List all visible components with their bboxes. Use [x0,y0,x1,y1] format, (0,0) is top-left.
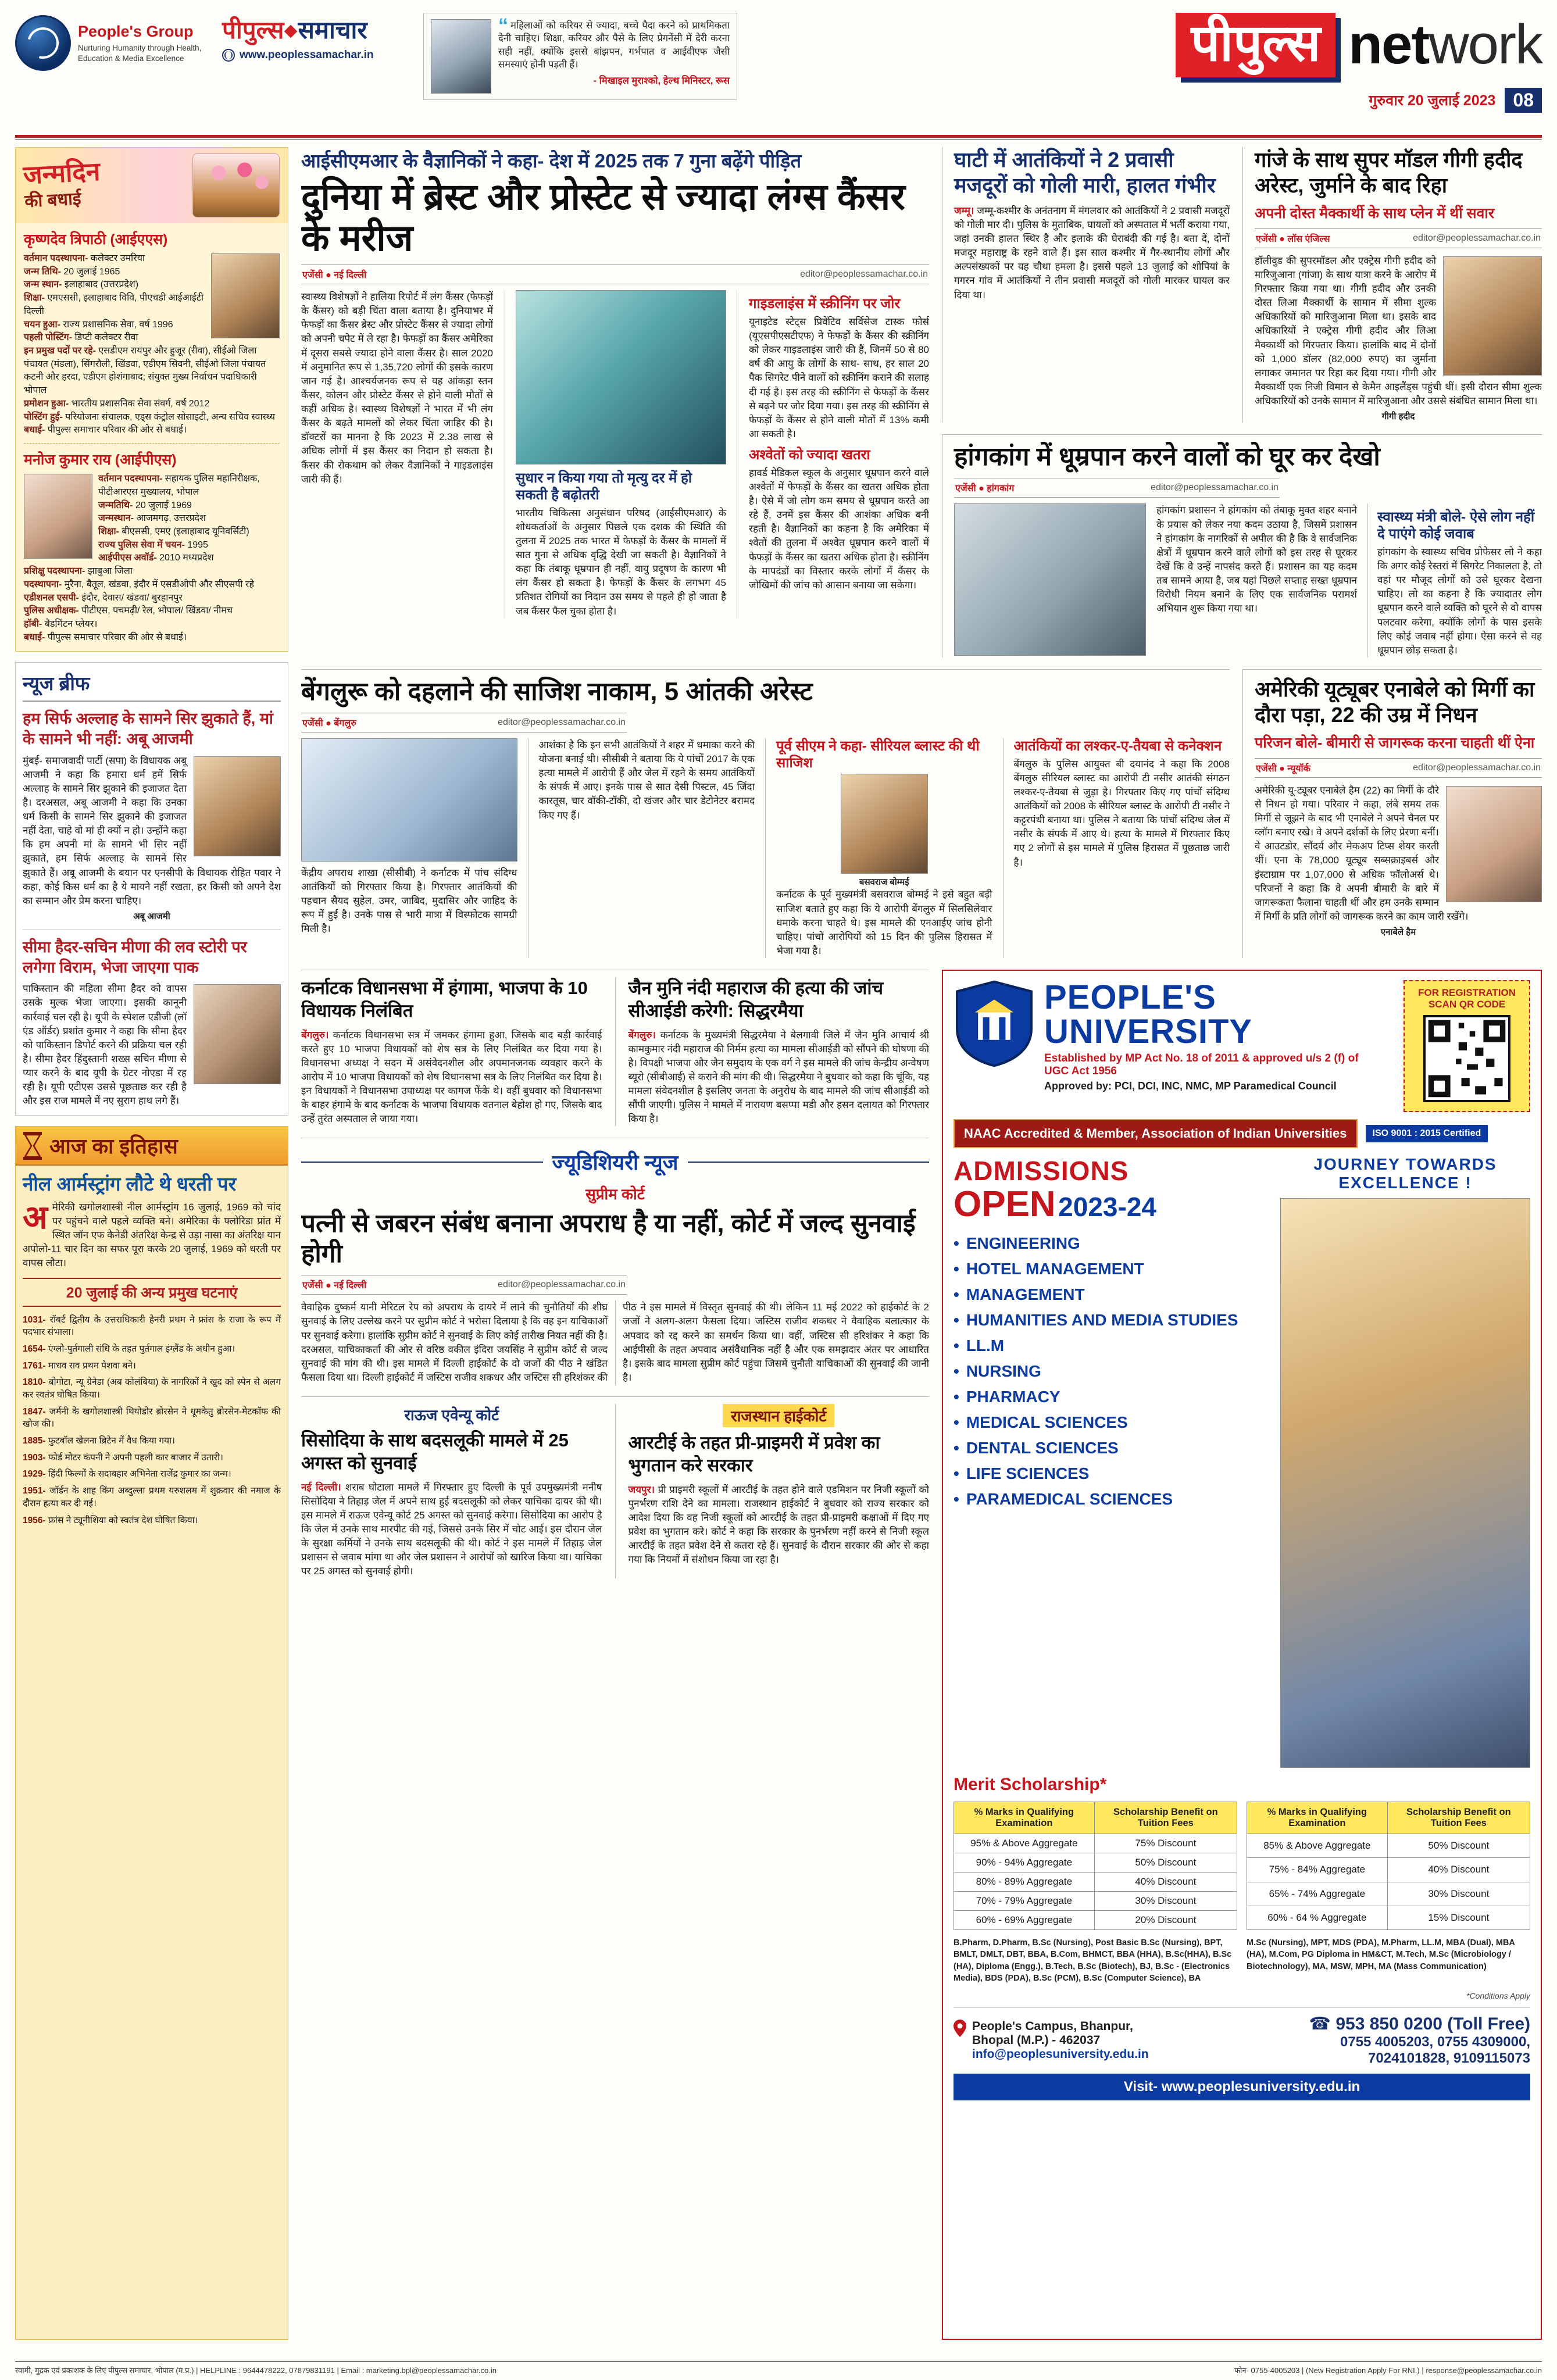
subhead: आतंकियों का लश्कर-ए-तैयबा से कनेक्शन [1013,738,1222,754]
graduates-photo [1280,1198,1530,1768]
history-event: 1761- माधव राव प्रथम पेशवा बने। [23,1360,136,1371]
detail-line: जन्म तिथि- 20 जुलाई 1965 [24,266,120,277]
story-body: बेंगलुरु। कर्नाटक विधानसभा सत्र में जमकर हंगामा हुआ, जिसके बाद बड़ी कार्रवाई करते हुए 10 भाजपा विधायकों को शेष सत्र के लिए निलंबित कर दिया गया है। विधानसभा अध्यक्ष ने सदन में असंवेदनशील और अपमानजनक व्यवहार करने के आरोप में 10 भाजपा विधायकों को शेष विधानसभा सत्र के लिए निलंबित कर दिया है। इन विधायकों ने विधानसभा उपाध्यक्ष पर कागज फेंके थे। वहीं बुधवार को विधानसभा के बाहर हंगामे के बाद कर्नाटक के भाजपा विधायक वतनाल बेहोश हो गए, जिसके बाद उन्हें तुरंत अस्पताल ले जाया गया। [301,1029,602,1125]
column-header-marks: % Marks in Qualifying Examination [1247,1802,1388,1834]
detail-line: एडीशनल एसपी- इंदौर, देवास/ खंडवा/ बुरहानपुर [24,592,183,603]
editor-email[interactable]: editor@peoplessamachar.co.in [498,1280,626,1290]
masthead-net: net [1348,13,1429,76]
birthday-person-name: मनोज कुमार राय (आईपीएस) [24,452,177,469]
detail-line: वर्तमान पदस्थापना- कलेक्टर उमरिया [24,253,145,263]
flower-basket-image [192,153,280,217]
journey-slogan: JOURNEY TOWARDS EXCELLENCE ! [1313,1155,1497,1192]
brief-story-seema [23,937,281,1108]
agency-city: एजेंसी ● हांगकांग [955,484,1015,494]
course-item: • PARAMEDICAL SCIENCES [954,1490,1173,1509]
history-event: 1847- जर्मनी के खगोलशास्त्री थियोडोर ब्रोरसेन ने धूमकेतु ब्रोरसेन-मेटकॉफ की खोज की। [23,1406,281,1430]
history-subhead: 20 जुलाई की अन्य प्रमुख घटनाएं [23,1278,281,1307]
news-brief-title: न्यूज ब्रीफ [23,670,281,702]
subhead: गाइडलाइंस में स्क्रीनिंग पर जोर [749,296,901,312]
brief-story-azmi [23,709,281,923]
byline [954,478,1280,498]
story-body: बेंगलुरु के पुलिस आयुक्त बी दयानंद ने कहा कि 2008 बेंगलुरु सीरियल ब्लास्ट का आरोपी टी नसीर आतंकी संगठन लश्कर-ए-तैयबा से जुड़ा है। गिरफ्तार किए गए पांचों संदिग्ध आतंकियों को 2008 के सीरियल ब्लास्ट के आरोपी टी नसीर ने कट्टरपंथी बनाया था। पुलिस ने बताया कि पांचों संदिग्ध जेल में नसीर के संपर्क में आए थे। हत्या के मामले में गिरफ्तार किए गए 2 लोगों से इस मामले में पुलिस हिरासत में पूछताछ जारी है। [1013,758,1230,868]
scholarship-row: 60% - 69% Aggregate 20% Discount [954,1911,1237,1930]
course-item: • PHARMACY [954,1388,1060,1406]
story-karnataka-assembly [301,977,602,1126]
detail-line: बधाई- पीपुल्स समाचार परिवार की ओर से बधाई। [24,425,187,435]
bullet-icon: • [954,1260,959,1278]
story-body: वैवाहिक दुष्कर्म यानी मेरिटल रेप को अपराध के दायरे में लाने की चुनौतियों की शीघ्र सुनवाई के लिए उल्लेख करने पर सुप्रीम कोर्ट ने भरोसा दिलाया है कि वह इन याचिकाओं पर सुनवाई करेगा। हालांकि सुप्रीम कोर्ट ने सुनवाई के लिए कोई तारीख नियत नहीं की है। दरअसल, याचिकाकर्ता की ओर से वरिष्ठ वकील इंदिरा जयसिंह ने सुप्रीम कोर्ट से जल्द सुनवाई की मांग की थी। इस मामले में दिल्ली हाईकोर्ट के दो जजों की पीठ ने खंडित फैसला दिया था। दिल्ली हाईकोर्ट में जस्टिस राजीव शकधर और जस्टिस सी हरिशंकर की पीठ ने इस मामले में विस्तृत सुनवाई की थी। लेकिन 11 मई 2022 को हाईकोर्ट के 2 जजों ने अलग-अलग फैसला दिया। जस्टिस राजीव शकधर ने वैवाहिक बलात्कार के अपवाद को रद्द करने का समर्थन किया था। वहीं, जस्टिस सी हरिशंकर ने कहा कि आईपीसी के तहत अपवाद असंवैधानिक नहीं है और एक समझदार अंतर पर आधारित है। इसके बाद मामला सुप्रीम कोर्ट पहुंचा जिसमें चुनौती याचिकाओं की सुनवाई की जानी है। [301,1302,929,1383]
photo-caption: गीगी हदीद [1381,412,1415,422]
qr-code [1423,1015,1510,1102]
hourglass-icon [23,1132,42,1160]
gigi-hadid-photo [1443,256,1542,376]
scholarship-row: 60% - 64 % Aggregate 15% Discount [1247,1906,1530,1929]
dateline: नई दिल्ली। [301,1481,341,1493]
story-sisodia [301,1404,602,1578]
group-tagline: Nurturing Humanity through Health, Education & Media Excellence [78,43,202,63]
page-number: 08 [1505,88,1542,113]
detail-line: वर्तमान पदस्थापना- सहायक पुलिस महानिरीक्षक, पीटीआरएस मुख्यालय, भोपाल [98,474,260,497]
samachar-word1: पीपुल्स [222,16,284,44]
subhead: सुधार न किया गया तो मृत्यु दर में हो सकती है बढ़ोतरी [516,470,692,503]
detail-line: हॉबी- बैडमिंटन प्लेयर। [24,619,98,629]
divider [301,1162,543,1163]
bullet-icon: • [954,1464,959,1483]
dateline: बेंगलुरु। [628,1029,656,1041]
iso-band: ISO 9001 : 2015 Certified [1366,1125,1488,1142]
headline: हांगकांग में धूम्रपान करने वालों को घूर कर देखो [954,442,1380,471]
bommai-photo [841,774,928,874]
history-event: 1956- फ्रांस ने ट्यूनीशिया को स्वतंत्र देश घोषित किया। [23,1515,198,1525]
story-body: स्वास्थ्य विशेषज्ञों ने हालिया रिपोर्ट में लंग कैंसर (फेफड़ों के कैंसर) को बड़ी चिंता वाला बताया है। दुनियाभर में फेफड़ों का कैंसर ब्रेस्ट और प्रोस्टेट कैंसर से ज्यादा लोगों को अपनी चपेट में ले रहा है। फेफड़ों का कैंसर अमेरिका में दूसरा सबसे ज्यादा होने वाला कैंसर है। साल 2020 में अनुमानित रूप से 1,35,720 लोगों की इसके कारण जान गई है। आश्चर्यजनक रूप से यह आंकड़ा स्तन कैंसर, कोलन और प्रोस्टेट कैंसर से होने वाली मौतों से कहीं अधिक है। स्वास्थ्य विशेषज्ञों ने भारत में भी लंग कैंसर के बढ़ते मामलों को लेकर चिंता जाहिर की है। डॉक्टरों का मानना है कि 2023 में 2.38 लाख से अधिक लोगों में इस कैंसर का निदान हो सकता है। कैंसर की रोकथाम को लेकर वैज्ञानिकों ने गाइडलाइंस जारी की हैं। [301,291,493,485]
quote-text: महिलाओं को करियर से ज्यादा, बच्चे पैदा करने को प्राथमिकता देनी चाहिए। शिक्षा, करियर और पैसे के लिए प्रेगनेंसी में देरी करना सही नहीं, क्योंकि इससे बांझपन, गर्भपात व आईवीएफ जैसी समस्याएं होनी पड़ती हैं। [498,20,730,70]
history-event: 1031- रॉबर्ट द्वितीय के उत्तराधिकारी हेनरी प्रथम ने फ्रांस के राजा के रूप में पदभार संभाला। [23,1314,281,1338]
agency-city: एजेंसी ● लॉस एंजिल्स [1256,234,1330,244]
scholarship-row: 65% - 74% Aggregate 30% Discount [1247,1882,1530,1906]
brief-headline: सीमा हैदर-सचिन मीणा की लव स्टोरी पर लगेगा विराम, भेजा जाएगा पाक [23,938,247,976]
dateline: बेंगलुरु। [301,1029,329,1041]
qr-label: FOR REGISTRATION SCAN QR CODE [1418,987,1516,1010]
birthday-person-photo [24,474,92,559]
deck: परिजन बोले- बीमारी से जागरूक करना चाहती थीं ऐना [1255,734,1535,751]
university-established: Established by MP Act No. 18 of 2011 & approved u/s 2 (f) of UGC Act 1956 [1044,1052,1359,1078]
history-event: 1929- हिंदी फिल्मों के सदाबहार अभिनेता राजेंद्र कुमार का जन्म। [23,1469,231,1480]
hongkong-side-box [1367,503,1542,657]
headline: अमेरिकी यूट्यूबर एनाबेले को मिर्गी का दौरा पड़ा, 22 की उम्र में निधन [1255,677,1535,727]
university-approved: Approved by: PCI, DCI, INC, NMC, MP Paramedical Council [1044,1080,1337,1092]
detail-line: पहली पोस्टिंग- डिप्टी कलेक्टर रीवा [24,333,138,343]
headline: पत्नी से जबरन संबंध बनाना अपराध है या नहीं, कोर्ट में जल्द सुनवाई होगी [301,1209,916,1268]
bullet-icon: • [954,1336,959,1355]
editor-email[interactable]: editor@peoplessamachar.co.in [1413,762,1541,773]
birthday-title: जन्मदिन [22,157,101,190]
quote-attribution: - मिखाइल मुराश्को, हेल्थ मिनिस्टर, रूस [593,76,730,87]
minister-photo [431,19,491,94]
story-jain-monk [615,977,930,1126]
peoples-group-block [15,9,207,71]
bullet-icon: • [954,1311,959,1330]
main-content [301,147,1542,2340]
story-column [301,738,517,958]
headline: गांजे के साथ सुपर मॉडल गीगी हदीद अरेस्ट, जुर्माने के बाद रिहा [1255,148,1523,197]
agency-city: एजेंसी ● नई दिल्ली [302,1281,367,1291]
detail-line: शिक्षा- बीएससी, एमए (इलाहाबाद यूनिवर्सिटी) [98,526,249,537]
detail-line: आईपीएस अवॉर्ड- 2010 मध्यप्रदेश [98,553,214,563]
left-rail [15,147,288,2340]
course-item: • LL.M [954,1336,1005,1355]
scholarship-row: 95% & Above Aggregate 75% Discount [954,1834,1237,1853]
course-item: • DENTAL SCIENCES [954,1439,1119,1457]
scholarship-row: 75% - 84% Aggregate 40% Discount [1247,1858,1530,1882]
bullet-icon: • [954,1413,959,1432]
detail-line: राज्य पुलिस सेवा में चयन- 1995 [98,539,208,550]
detail-line: जन्मतिथि- 20 जुलाई 1969 [98,500,192,510]
detail-line: पुलिस अधीक्षक- पीटीएस, पचमढ़ी/ रेल, भोपाल/ खिंडवा/ नीमच [24,606,233,616]
detail-line: चयन हुआ- राज्य प्रशासनिक सेवा, वर्ष 1996 [24,319,173,330]
dateline: जयपुर। [628,1484,655,1495]
story-body: अमेरिकी यू-ट्यूबर एनाबेले हैम (22) का मिर्गी के दौरे से निधन हो गया। परिवार ने कहा, लंबे समय तक मिर्गी से जूझने के बाद भी एनाबेले ने अपने चैनल पर व्लॉग बनाए रखे। वे अपने दर्शकों के लिए प्रेरणा बनीं। वे आउटडोर, सौंदर्य और मेकअप टिप्स शेयर करती थीं। एना के 78,000 यूट्यूब सब्सक्राइबर्स और इंस्टाग्राम पर 1,07,000 से अधिक फॉलोअर्स थे। परिजनों ने कहा कि वे अपनी बीमारी के बारे में जागरूकता फैलाना चाहती थीं और हम उनके सम्मान में मिर्गी के प्रति लोगों को जागरूक करने का काम जारी रखेंगे। एनाबेले हैम [1255,784,1542,939]
story-gigi-hadid [1242,147,1542,423]
story-rte [615,1404,930,1578]
detail-line: पदस्थापना- मुरैना, बैतूल, खंडवा, इंदौर में एसडीओपी और सीएसपी रहे [24,579,254,589]
brief-headline: हम सिर्फ अल्लाह के सामने सिर झुकाते हैं, मां के सामने भी नहीं: अबू आजमी [23,710,273,748]
network-masthead [1176,9,1542,113]
birthday-person-photo [211,253,280,338]
story-valley-shooting [942,147,1230,423]
bullet-icon: • [954,1388,959,1406]
brief-body: पाकिस्तान की महिला सीमा हैदर को वापस उसके मुल्क भेजा जाएगा। इसकी कानूनी कार्रवाई चल रही है। यूपी के स्पेशल एडीजी (लॉ एंड ऑर्डर) प्रशांत कुमार ने कहा कि सीमा हैदर को पाकिस्तान डिपोर्ट करने की प्रक्रिया चल रही है। सीमा हैदर हिंदुस्तानी शख्स सचिन मीणा से प्यार करने के बाद यूपी के ग्रेटर नोएडा में रह रही है। यूपी एटीएस उससे पूछताछ कर रही है और इस राज मामले में नए सुराग हाथ लगे हैं। [23,983,187,1107]
pg-course-list: M.Sc (Nursing), MPT, MDS (PDA), M.Pharm, LL.M, MBA (Dual), MBA (HA), M.Com, PG Diploma in HM&CT, M.Tech, M.Sc (Microbiology / Biotechnology), MA, MSW, MPH, MA (Mass Communication) [1247,1938,1515,1971]
agency-city: एजेंसी ● न्यूयॉर्क [1256,763,1310,774]
story-body: कर्नाटक के पूर्व मुख्यमंत्री बसवराज बोम्मई ने इसे बहुत बड़ी साजिश बताते हुए कहा कि ये आरोपी बेंगलुरु में सिलसिलेवार धमाके करना चाहते थे। इस मामले की एनआईए जांच होनी चाहिए। पांचों आरोपियों को 15 दिन की पुलिस हिरासत में भेजा गया है। [776,889,992,956]
merit-scholarship-title: Merit Scholarship* [954,1775,1107,1795]
history-event: 1885- फुटबॉल खेलना ब्रिटेन में वैध किया गया। [23,1436,175,1446]
samachar-masthead [222,9,408,62]
bullet-icon: • [954,1362,959,1381]
university-name: PEOPLE'S UNIVERSITY [1044,978,1253,1051]
story-body: आशंका है कि इन सभी आतंकियों ने शहर में धमाका करने की योजना बनाई थी। सीसीबी ने बताया कि ये पांचों 2017 के एक हत्या मामले में आरोपी हैं और जेल में रहने के समय आतंकियों के संपर्क में आए। इनके पास से सात देसी पिस्टल, 45 जिंदा कारतूस, चार वॉकी-टॉकी, दो खंजर और चार डेटोनेटर बरामद किए गए हैं। [528,738,755,958]
deck: अपनी दोस्त मैक्कार्थी के साथ प्लेन में थीं सवार [1255,205,1495,221]
birthday-header: जन्मदिन की बधाई [16,148,288,223]
photo-caption: अबू आजमी [133,911,170,921]
agency-city: एजेंसी ● बेंगलुरु [302,718,356,728]
star-icon [284,25,298,38]
qr-registration-box [1404,980,1530,1112]
globe-icon [222,49,235,62]
masthead-rule [15,135,1542,140]
detail-line: प्रशिक्षु पदस्थापना- झाबुआ जिला [24,566,133,577]
campus-address: People's Campus, Bhanpur, Bhopal (M.P.) - 462037 info@peoplesuniversity.edu.in [954,2020,1149,2061]
seema-sachin-photo [194,984,281,1084]
page-header [15,9,1542,133]
smoking-photo [954,503,1146,656]
detail-line: बधाई- पीपुल्स समाचार परिवार की ओर से बधाई। [24,632,187,642]
quote-icon: “ [498,15,508,37]
bullet-icon: • [954,1285,959,1304]
birthday-person-details [24,473,280,644]
subhead: अश्वेतों को ज्यादा खतरा [749,447,870,463]
ug-course-list: B.Pharm, D.Pharm, B.Sc (Nursing), Post Basic B.Sc (Nursing), BPT, BMLT, DMLT, DBT, BBA, B.Com, BHMCT, BBA (HHA), B.Sc(HHA), B.Sc (HA), Diploma (Engg.), B.Tech, B.Sc (Biotech), BJ, B.Sc - (Electronics Media), BDS (PDA), B.Sc (PCM), B.Sc (Computer Science), BA [954,1938,1232,1983]
pg-scholarship-table [1247,1802,1530,1930]
imprint-left: स्वामी, मुद्रक एवं प्रकाशक के लिए पीपुल्स समाचार, भोपाल (म.प्र.) | HELPLINE : 9644478222, 07879831191 | Email : marketing.bpl@peoplessamachar.co.in [15,2366,497,2375]
column-header-marks: % Marks in Qualifying Examination [954,1802,1095,1834]
samachar-word2: समाचार [298,16,367,44]
birthday-box [15,147,288,652]
court-badge-supreme: सुप्रीम कोर्ट [585,1185,645,1203]
court-badge-rouse: राऊज एवेन्यू कोर्ट [404,1406,499,1424]
birthday-person-details [24,252,280,437]
byline [1255,758,1542,778]
headline: आरटीई के तहत प्री-प्राइमरी में प्रवेश का भुगतान करे सरकार [628,1432,880,1475]
detail-line: पोस्टिंग हुई- परियोजना संचालक, एड्स कंट्रोल सोसाइटी, अन्य सचिव स्वास्थ्य [24,412,276,422]
editor-email[interactable]: editor@peoplessamachar.co.in [1413,233,1541,243]
story-body: नई दिल्ली। शराब घोटाला मामले में गिरफ्तार हुए दिल्ली के पूर्व उपमुख्यमंत्री मनीष सिसोदिया ने तिहाड़ जेल में अपने साथ हुई बदसलूकी को लेकर याचिका दायर की थी। इस मामले में राऊज एवेन्यू कोर्ट 25 अगस्त को सुनवाई करेगा। सिसोदिया का आरोप है कि जेल में उनके साथ मारपीट की गई, जिससे उनके सिर में चोट आई। इस दौरान जेल के सुरक्षा कर्मियों ने उनके साथ बदसलूकी की थी। कोर्ट ने इस मामले में तिहाड़ जेल प्रशासन से जवाब मांगा था और जेल प्रशासन ने आ‍रोपों को खारिज किया था। याचिका पर 25 अगस्त को सुनवाई होगी। [301,1481,602,1577]
subhead: पूर्व सीएम ने कहा- सीरियल ब्लास्ट की थी साजिश [776,738,980,771]
bommai-column [765,738,992,958]
bullet-icon: • [954,1234,959,1253]
bullet-icon: • [954,1439,959,1457]
headline: बेंगलुरू को दहलाने की साजिश नाकाम, 5 आंतकी अरेस्ट [301,677,813,706]
byline [301,713,627,732]
naac-band: NAAC Accredited & Member, Association of Indian Universities [954,1119,1358,1148]
history-box [15,1126,288,2340]
annabelle-photo [1446,786,1542,902]
admissions-word: ADMISSIONS [954,1156,1129,1187]
scholarship-row: 85% & Above Aggregate 50% Discount [1247,1834,1530,1858]
lead-headline: दुनिया में ब्रेस्ट और प्रोस्टेट से ज्यादा लंग्स कैंसर के मरीज [301,177,905,259]
dateline: जम्मू। [954,205,974,216]
abu-azmi-photo [194,756,281,856]
university-visual-column [1280,1155,1530,1768]
court-badge-rajasthan: राजस्थान हाईकोर्ट [723,1404,834,1427]
story-body: बेंगलुरु। कर्नाटक के मुख्यमंत्री सिद्धरमैया ने बेलगावी जिले में जैन मुनि आचार्य श्री कामकुमार नंदी महाराज की निर्मम हत्या का मामला सीआईडी को सौंपने की घोषणा की है। विपक्षी भाजपा और जैन समुदाय के एक वर्ग ने इस मामले की जांच केन्द्रीय अन्वेषण ब्यूरो (सीबीआई) से कराने की मांग की थी। सिद्धरमैया ने बुधवार को कहा कि चूंकि, यह मामला संवेदनशील है इसलिए जनता के अनुरोध के बाद मामले की जांच सीआईडी को सौंपी जाएगी। पुलिस ने मामले में नारायण बसप्पा मडी और हसन दलायत को गिरफ्तार किया है। [628,1029,929,1125]
brief-body: मुंबई- समाजवादी पार्टी (सपा) के विधायक अबू आजमी ने कहा कि हमारा धर्म हमें सिर्फ अल्लाह के सामने सिर झुकाने की इजाजत देता है। दरअसल, अबू आजमी ने कहा कि उनका धर्म किसी के सामने सिर झुकाने की इजाजत नहीं देता, चाहे वो मां ही क्यों न हो। उन्होंने कहा कि हम अपनी मां के सामने भी सिर नहीं झुकाते, हम सिर्फ अल्लाह के सामने सिर झुकाते हैं। अबू आजमी के बयान पर एनसीपी के विधायक रोहित पवार ने कहा, कोई किस धर्म का है ये मायने नहीं रखता, हर किसी को अपने देश का सम्मान और प्रेम करना चाहिए। [23,755,281,906]
history-event: 1654- एंग्लो-पुर्तगाली संधि के तहत पुर्तगाल इंग्लैंड के अधीन हुआ। [23,1343,235,1354]
imprint-line [15,2361,1542,2375]
editor-email[interactable]: editor@peoplessamachar.co.in [1151,483,1279,493]
story-body: हावर्ड मेडिकल स्कूल के अनुसार धूम्रपान करने वाले अश्वेतों में फेफड़ों के कैंसर का खतरा अधिक होता है। ऐसे में जो लोग कम समय से धूम्रपान करते आ रहे हैं, उनमें इस कैंसर की आशंका अधिक बनी रहती है। वैज्ञानिकों का कहना है कि अमेरिका में श्वेतों की तुलना में अश्वेत धूम्रपान करने वालों में फेफड़ों के कैंसर का खतरा अधिक होता है। स्क्रीनिंग के मापदंडों का विस्तार करके लोगों में कैंसर के जोखिमों की जांच को आसान बनाया जा सकेगा। [749,467,929,591]
story-body: जम्मू। जम्मू-कश्मीर के अनंतनाग में मंगलवार को आतंकियों ने 2 प्रवासी मजदूरों को गोली मार दी। पुलिस के मुताबिक, घायलों को अस्पताल में भर्ती कराया गया, जहां उनकी हालत स्थिर है और इलाके की घेराबंदी की गई है। बता दें, दोनों मजदूर महाराष्ट्र के रहने वाले हैं। इस साल कश्मीर में गैर-स्थानीय लोगों और अल्पसंख्यकों पर यह चौथा हमला है। इससे पहले 13 जुलाई को शोपियां के गगरन गांव में आतंकियों ने तीन प्रवासी मजदूरों को गोली मारकर घायल कर दिया था। [954,205,1230,301]
peoples-group-logo [15,15,71,71]
judiciary-title: ज्यूडिशियरी न्यूज [552,1150,678,1175]
issue-date: गुरुवार 20 जुलाई 2023 [1369,92,1496,109]
news-brief-box [15,662,288,1116]
masthead-peoples: पीपुल्स [1176,13,1335,77]
detail-line: जन्मस्थान- आजमगढ़, उत्तरप्रदेश [98,513,206,524]
column-header-benefit: Scholarship Benefit on Tuition Fees [1387,1802,1530,1834]
story-body: यूनाइटेड स्टेट्स प्रिवेंटिव सर्विसेज टास्क फोर्स (यूएसपीएसटीएफ) ने फेफड़ों के कैंसर की स्क्रीनिंग को लेकर गाइडलाइंस जारी की हैं, जिनमें 50 से 80 वर्ष की आयु के लोगों के साथ- साथ, हर साल 20 पैक सिगरेट पीने वालों को स्क्रीनिंग कराने की सलाह दी गई है। इस तरह की स्क्रीनिंग से फेफड़ों के कैंसर से बढ़ने पर जोर दिया गया। इस तरह की स्क्रीनिंग से फेफड़ों के कैंसर से होने वाली मौतों में 13% कमी आ सकती है। [749,316,929,439]
birthday-person-name: कृष्णदेव त्रिपाठी (आईएएस) [24,231,168,248]
history-events [23,1314,281,1531]
story-bengaluru-plot [301,669,1230,958]
byline [301,265,929,284]
history-event: 1903- फोर्ड मोटर कंपनी ने अपनी पहली कार बाजार में उतारी। [23,1452,223,1463]
column-header-benefit: Scholarship Benefit on Tuition Fees [1094,1802,1237,1834]
courts-row [301,1396,929,2340]
admission-year: 2023-24 [1058,1192,1156,1223]
story-body: हांगकांग प्रशासन ने हांगकांग को तंबाकू मुक्त शहर बनाने के प्रयास को लेकर नया कदम उठाया है, जिसमें प्रशासन ने हांगकांग के नागरिकों से अपील की है कि वे सार्वजनिक क्षेत्रों में धूम्रपान करने वाले लोगों को इस तरह से घूरकर देखें कि वे उन्हें नापसंद करते हैं। प्रशासन का यह कदम तब सामने आया है, जब यहां पिछले सप्ताह सख्त धूम्रपान विरोधी नियम बनाने के लिए एक सार्वजनिक परामर्श अभियान शुरू किया गया था। [1156,505,1357,614]
history-story-headline: नील आर्मस्ट्रांग लौटे थे धरती पर [23,1173,237,1195]
location-pin-icon [954,2020,966,2037]
dropcap: अ [23,1198,48,1235]
scholarship-row: 70% - 79% Aggregate 30% Discount [954,1892,1237,1911]
university-ad [942,970,1542,2340]
scholarship-row: 90% - 94% Aggregate 50% Discount [954,1853,1237,1872]
imprint-right: फोन- 0755-4005203 | (New Registration Apply For RNI.) | response@peoplessamachar.co.in [1234,2366,1542,2375]
story-body: केंद्रीय अपराध शाखा (सीसीबी) ने कर्नाटक में पांच संदिग्ध आतंकियों को गिरफ्तार किया है। गिरफ्तार आतंकियों की पहचान सैयद सुहेल, उमर, जाबिद, मुदासिर और जाहिद के रूप में हुई है। उनके पास से भारी मात्रा में विस्फोटक सामग्री मिली है। [301,867,517,935]
story-body: जयपुर। प्री प्राइमरी स्कूलों में आरटीई के तहत होने वाले एडमिशन पर निजी स्कूलों को पुनर्भरण राशि देने का मामला। राजस्थान हाईकोर्ट ने बुधवार को राज्य सरकार को आदेश दिया कि वह निजी स्कूलों को आरटीई के तहत प्री-प्राइमरी कक्षाओं में दिए गए प्रवेश का भुगतान करे। कोर्ट ने कहा कि सरकार के पुनर्भरण नहीं करने से निजी स्कूल आरटीई के तहत प्रवेश देने से कतरा रहे हैं। सुनवाई के दौरान सरकार की ओर से कहा गया कि नियमों में संशोधन किया जा रहा है। [628,1484,929,1566]
course-item: • NURSING [954,1362,1041,1381]
course-item: • ENGINEERING [954,1234,1080,1253]
conditions-note: *Conditions Apply [1466,1991,1530,2001]
website-link[interactable]: www.peoplessamachar.in [240,49,374,62]
byline [1255,228,1542,248]
course-item: • MEDICAL SCIENCES [954,1413,1128,1432]
subhead: स्वास्थ्य मंत्री बोले- ऐसे लोग नहीं दे पाएंगे कोई जवाब [1377,509,1535,542]
admissions-block [954,1155,1238,1768]
university-website[interactable]: Visit- www.peoplesuniversity.edu.in [954,2074,1530,2100]
detail-line: इन प्रमुख पदों पर रहे- एसडीएम रायपुर और हुजूर (रीवा), सीईओ जिला पंचायत (मंडला), सिंगरौली, खिंडवा, एडीएम सिवनी, सीईओ जिला पंचायत कटनी और हरदा, एडीएम होशंगाबाद; संयुक्त मुख्य निर्वाचन पदाधिकारी भोपाल [24,346,266,396]
phone-numbers: ☎ 953 850 0200 (Toll Free) 0755 4005203, 0755 4309000, 7024101828, 9109115073 [1309,2014,1530,2067]
kicker: आईसीएमआर के वैज्ञानिकों ने कहा- देश में 2025 तक 7 गुना बढ़ेंगे पीड़ित [301,150,802,171]
story-lung-cancer [301,147,929,657]
university-shield-icon [954,980,1035,1067]
masthead-work: work [1429,13,1542,76]
story-annabelle [1242,669,1542,958]
course-item: • LIFE SCIENCES [954,1464,1090,1483]
agency-city: एजेंसी ● नई दिल्ली [302,270,367,281]
phone-icon: ☎ [1309,2014,1331,2034]
scholarship-row: 80% - 89% Aggregate 40% Discount [954,1872,1237,1892]
story-hongkong-smoking [942,434,1542,657]
headline: कर्नाटक विधानसभा में हंगामा, भाजपा के 10 विधायक निलंबित [301,978,588,1021]
history-event: 1951- जॉर्डन के शाह किंग अब्दुल्ला प्रथम यरुशलम में शुक्रवार की नमाज के दौरान हत्या कर दी गई। [23,1486,281,1509]
photo-caption: बसवराज बोम्मई [859,877,909,888]
headline: सिसोदिया के साथ बदसलूकी मामले में 25 अगस्त को सुनवाई [301,1430,569,1473]
detail-line: जन्म स्थान- इलाहाबाद (उत्तरप्रदेश) [24,280,139,290]
byline [301,1275,627,1295]
history-body: अमेरिकी खगोलशास्त्री नील आर्मस्ट्रांग 16 जुलाई, 1969 को चांद पर पहुंचने वाले पहले व्यक्ति बने। अमेरिका के फ्लोरिडा प्रांत में स्थित जॉन एफ कैनेडी अंतरिक्ष केन्द्र से उड़ा नासा का अंतरिक्ष यान अपोलो-11 चार दिन का सफर पूरा करके 20 जुलाई, 1969 को धरती पर वापस लौटा। [23,1198,281,1269]
judiciary-label [301,1148,929,1176]
judiciary-section [301,1138,929,1385]
editor-email[interactable]: editor@peoplessamachar.co.in [800,269,928,280]
story-body: भारतीय चिकित्सा अनुसंधान परिषद (आईसीएमआर) के शोधकर्ताओं के अनुसार पिछले एक दशक की स्थिति की तुलना में 2025 तक भारत में फेफड़ों के कैंसर के मामलों में सात गुना से अधिक वृद्धि देखी जा सकती है। वैज्ञानिकों ने कहा कि तंबाकू धूम्रपान ही नहीं, वायु प्रदूषण के कारण भी लंग कैंसर हो सकता है। फेफड़ों के कैंसर के लगभग 45 प्रतिशत रोगियों का निदान उस समय से पहले ही हो जाता है जब कैंसर फैल चुका होता है। [516,507,726,617]
history-event: 1810- बोगोटा, न्यू ग्रेनेडा (अब कोलंबिया) के नागरिकों ने खुद को स्पेन से अलग कर स्वतंत्र घोषित किया। [23,1377,281,1400]
headline: जैन मुनि नंदी महाराज की हत्या की जांच सीआईडी करेगी: सिद्धरमैया [628,978,884,1021]
photo-caption: एनाबेले हैम [1380,927,1416,938]
ug-scholarship-table [954,1802,1237,1930]
divider [24,443,280,444]
lashkar-column [1003,738,1230,958]
divider [688,1162,929,1163]
group-name: People's Group [78,22,194,40]
headline: घाटी में आतंकियों ने 2 प्रवासी मजदूरों को गोली मारी, हालत गंभीर [954,148,1216,197]
lung-scan-photo [516,290,726,464]
open-word: OPEN [954,1184,1056,1225]
history-header [16,1127,288,1166]
course-item: • HUMANITIES AND MEDIA STUDIES [954,1311,1238,1330]
course-item: • HOTEL MANAGEMENT [954,1260,1144,1278]
quote-box [423,13,737,100]
history-title: आज का इतिहास [49,1134,178,1159]
editor-email[interactable]: editor@peoplessamachar.co.in [498,717,626,727]
course-list [954,1231,1238,1512]
bullet-icon: • [954,1490,959,1509]
story-body: हांगकांग के स्वास्थ्य सचिव प्रोफेसर लो ने कहा कि अगर कोई रेस्तरां में सिगरेट निकालता है, तो वहां पर मौजूद लोगों को उसे घूरकर देखना चाहिए। लो का कहना है कि ज्यादातर लोग धूम्रपान करने वाले व्यक्ति को घूरने से वो वापस पलटवार करेगा, क्योंकि लोगों के पास इसके लिए कोई जवाब नहीं होगा। ऐसा करने से वह धूम्रपान छोड़ सकता है। [1377,546,1542,656]
detail-line: शिक्षा- एमएससी, इलाहाबाद विवि, पीएचडी आईआईटी दिल्ली [24,293,204,316]
karnataka-jain-row [301,970,929,1126]
story-body: हॉलीवुड की सुपरमॉडल और एक्ट्रेस गीगी हदीद को मारिजुआना (गांजा) के साथ यात्रा करने के आरोप में गिरफ्तार किया गया था। गीगी हदीद और उनकी दोस्त लिआ मैक्कार्थी के सामान में सीमा शुल्क अधिकारियों को मारिजुआना मिला था। इसके बाद अधिकारियों ने एक्ट्रेस गीगी हदीद और लिआ मैक्कार्थी को गिरफ्तार किया। हालांकि बाद में दोनों को 1,000 डॉलर (82,000 रुपए) का जुर्माना लगाकर जमानत पर रिहा कर दिया गया। गीगी और मैक्कार्थी एक निजी विमान से केमैन आइलैंड्स पहुंची थीं। इसी दौरान सीमा शुल्क अधिकारियों को उनके सामान में मारिजुआना और उससे संबंधित सामान मिला था। गीगी हदीद [1255,254,1542,423]
university-email[interactable]: info@peoplesuniversity.edu.in [972,2047,1149,2061]
course-item: • MANAGEMENT [954,1285,1085,1304]
seized-items-photo [301,738,517,862]
detail-line: प्रमोशन हुआ- भारतीय प्रशासनिक सेवा संवर्ग, वर्ष 2012 [24,398,210,409]
